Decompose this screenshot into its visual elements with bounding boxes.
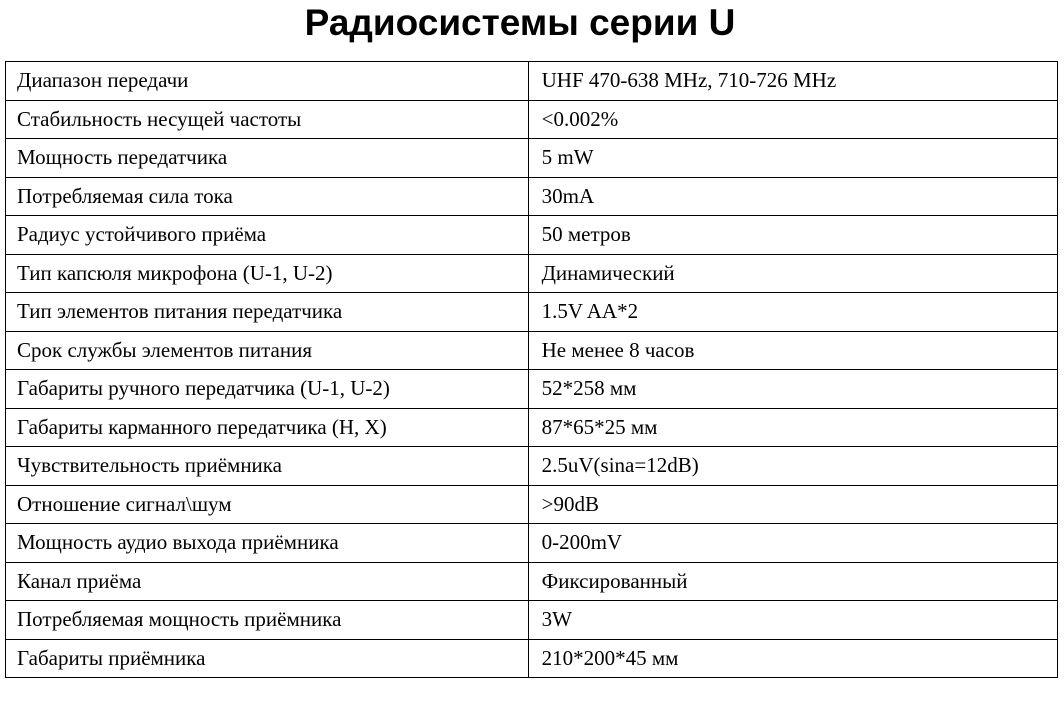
value-cell: >90dB <box>528 485 1057 524</box>
value-cell: 2.5uV(sina=12dB) <box>528 447 1057 486</box>
param-cell: Мощность передатчика <box>6 139 529 178</box>
param-cell: Потребляемая сила тока <box>6 177 529 216</box>
value-cell: 1.5V AA*2 <box>528 293 1057 332</box>
table-row <box>6 100 1058 139</box>
param-cell: Канал приёма <box>6 562 529 601</box>
param-cell: Тип элементов питания передатчика <box>6 293 529 332</box>
param-cell: Радиус устойчивого приёма <box>6 216 529 255</box>
param-cell: Тип капсюля микрофона (U-1, U-2) <box>6 254 529 293</box>
table-row <box>6 408 1058 447</box>
value-cell: Фиксированный <box>528 562 1057 601</box>
value-cell: 30mA <box>528 177 1057 216</box>
table-row <box>6 293 1058 332</box>
table-row <box>6 370 1058 409</box>
table-row <box>6 62 1058 101</box>
value-cell: 50 метров <box>528 216 1057 255</box>
param-cell: Диапазон передачи <box>6 62 529 101</box>
value-cell: <0.002% <box>528 100 1057 139</box>
value-cell: 87*65*25 мм <box>528 408 1057 447</box>
value-cell: 0-200mV <box>528 524 1057 563</box>
table-row <box>6 254 1058 293</box>
table-row <box>6 177 1058 216</box>
value-cell: 3W <box>528 601 1057 640</box>
table-row <box>6 216 1058 255</box>
param-cell: Габариты карманного передатчика (H, X) <box>6 408 529 447</box>
value-cell: UHF 470-638 MHz, 710-726 MHz <box>528 62 1057 101</box>
page-title: Радиосистемы серии U <box>304 2 736 43</box>
value-cell: Динамический <box>528 254 1057 293</box>
table-row <box>6 331 1058 370</box>
param-cell: Отношение сигнал\шум <box>6 485 529 524</box>
param-cell: Потребляемая мощность приёмника <box>6 601 529 640</box>
param-cell: Габариты приёмника <box>6 639 529 678</box>
table-row <box>6 639 1058 678</box>
table-row <box>6 447 1058 486</box>
value-cell: 5 mW <box>528 139 1057 178</box>
value-cell: 52*258 мм <box>528 370 1057 409</box>
table-row <box>6 562 1058 601</box>
table-row <box>6 524 1058 563</box>
table-row <box>6 601 1058 640</box>
param-cell: Мощность аудио выхода приёмника <box>6 524 529 563</box>
param-cell: Срок службы элементов питания <box>6 331 529 370</box>
value-cell: 210*200*45 мм <box>528 639 1057 678</box>
table-row <box>6 485 1058 524</box>
table-row <box>6 139 1058 178</box>
value-cell: Не менее 8 часов <box>528 331 1057 370</box>
param-cell: Стабильность несущей частоты <box>6 100 529 139</box>
spec-table <box>5 61 1058 678</box>
param-cell: Габариты ручного передатчика (U-1, U-2) <box>6 370 529 409</box>
param-cell: Чувствительность приёмника <box>6 447 529 486</box>
